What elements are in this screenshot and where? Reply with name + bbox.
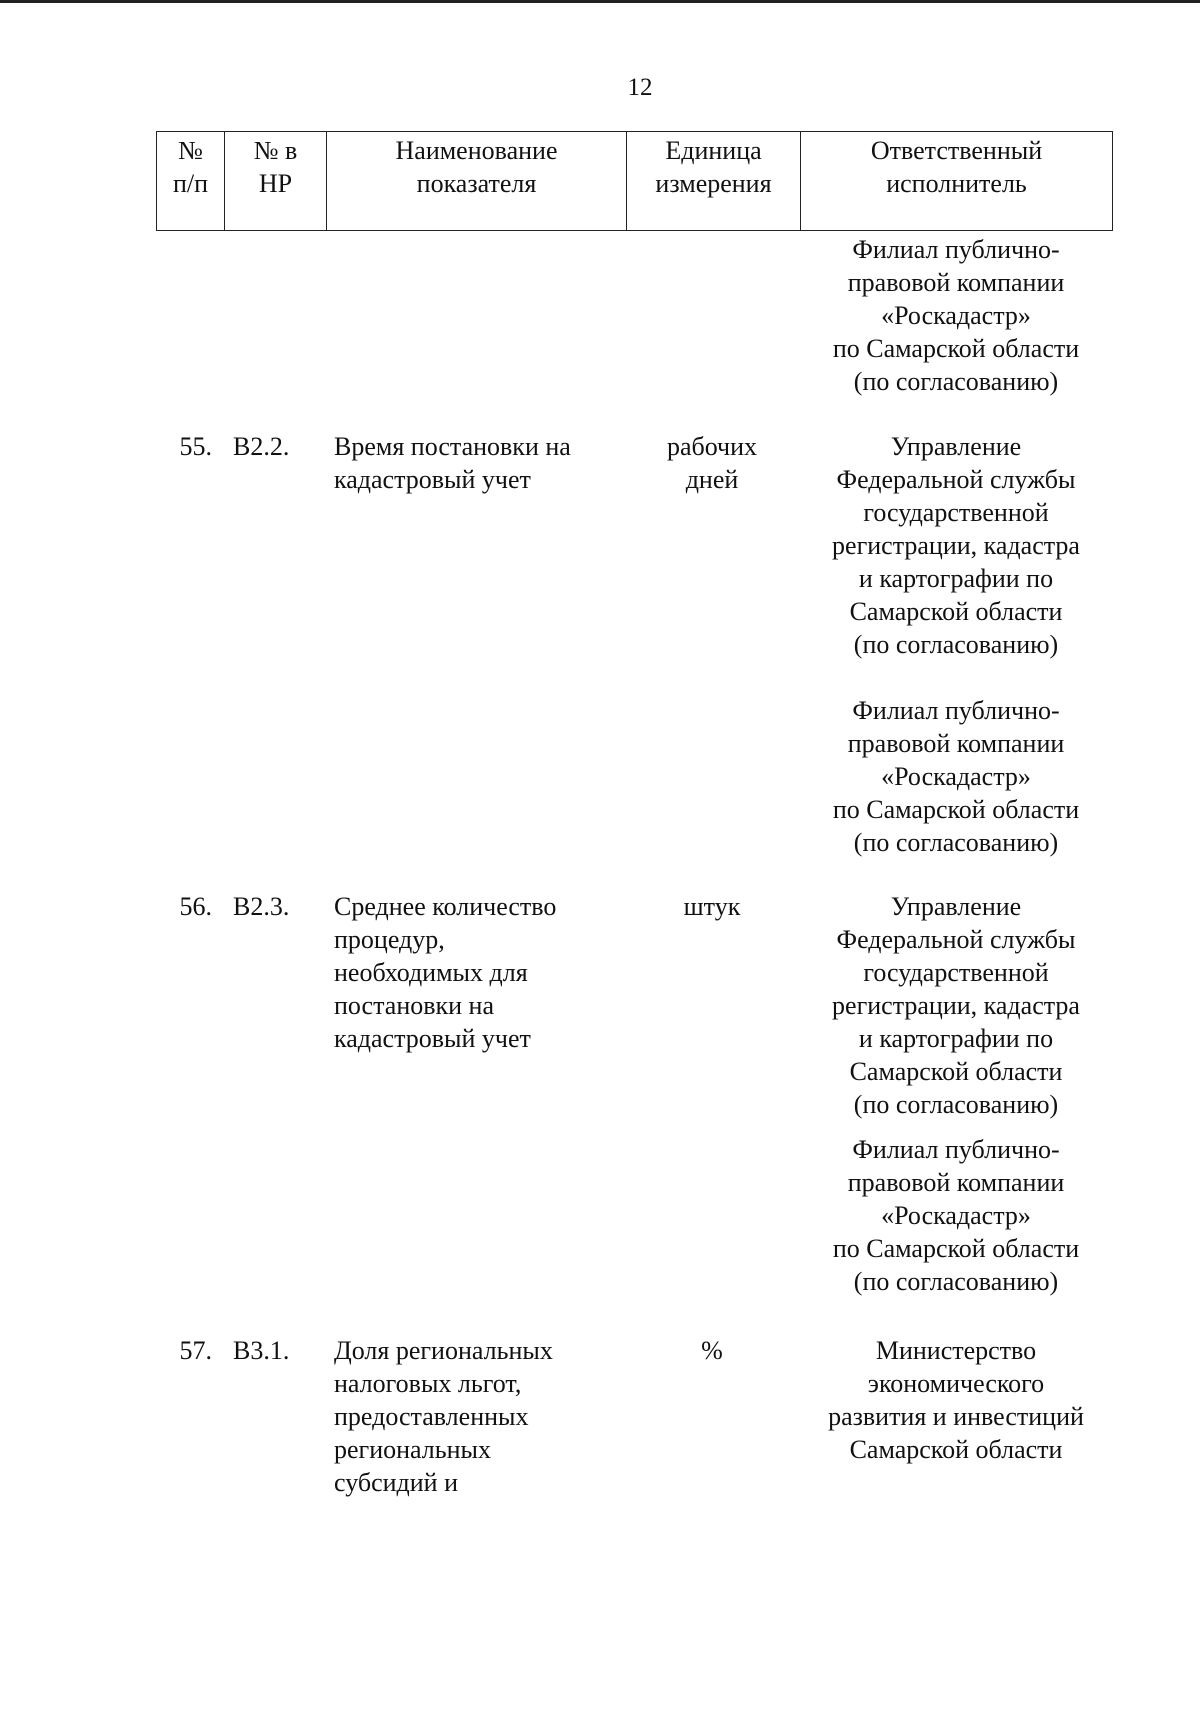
continuation-executor: Филиал публично- правовой компании «Роскадастр» по Самарской области (по согласованию): [832, 235, 1080, 396]
row-indicator-name: Доля региональных налоговых льгот, предоставленных региональных субсидий и: [334, 1336, 553, 1497]
executor-ministry: Министерство экономического развития и инвестиций Самарской области: [828, 1336, 1084, 1464]
row-number: 56.: [179, 892, 212, 921]
page-number: 12: [627, 74, 653, 101]
executor-rosreestr: Управление Федеральной службы государственной регистрации, кадастра и картографии по Самарской области (по согласованию): [832, 432, 1080, 659]
executor-roskadastr: Филиал публично- правовой компании «Роскадастр» по Самарской области (по согласованию): [832, 696, 1080, 857]
header-executor: Ответственный исполнитель: [801, 132, 1113, 231]
row-executor: [800, 890, 1112, 1298]
row-code: В2.3.: [233, 892, 290, 921]
row-code: В2.2.: [233, 432, 290, 461]
row-number: 57.: [179, 1336, 212, 1365]
executor-rosreestr: Управление Федеральной службы государственной регистрации, кадастра и картографии по Самарской области (по согласованию): [832, 892, 1080, 1119]
header-np-number: № в НР: [225, 132, 327, 231]
row-unit: %: [701, 1336, 723, 1365]
page-top-border: [0, 0, 1200, 3]
row-indicator-name: Время постановки на кадастровый учет: [334, 432, 571, 494]
header-number: № п/п: [157, 132, 225, 231]
row-executor: [800, 430, 1112, 859]
header-indicator-name: Наименование показателя: [327, 132, 627, 231]
row-number: 55.: [179, 432, 212, 461]
row-indicator-name: Среднее количество процедур, необходимых для постановки на кадастровый учет: [334, 892, 557, 1053]
table-header: [156, 131, 1113, 231]
row-unit: штук: [683, 892, 741, 921]
row-code: В3.1.: [233, 1336, 290, 1365]
executor-roskadastr: Филиал публично- правовой компании «Роскадастр» по Самарской области (по согласованию): [832, 1135, 1080, 1296]
row-executor: [800, 1334, 1112, 1466]
header-unit: Единица измерения: [627, 132, 801, 231]
row-unit: рабочих дней: [666, 432, 758, 494]
